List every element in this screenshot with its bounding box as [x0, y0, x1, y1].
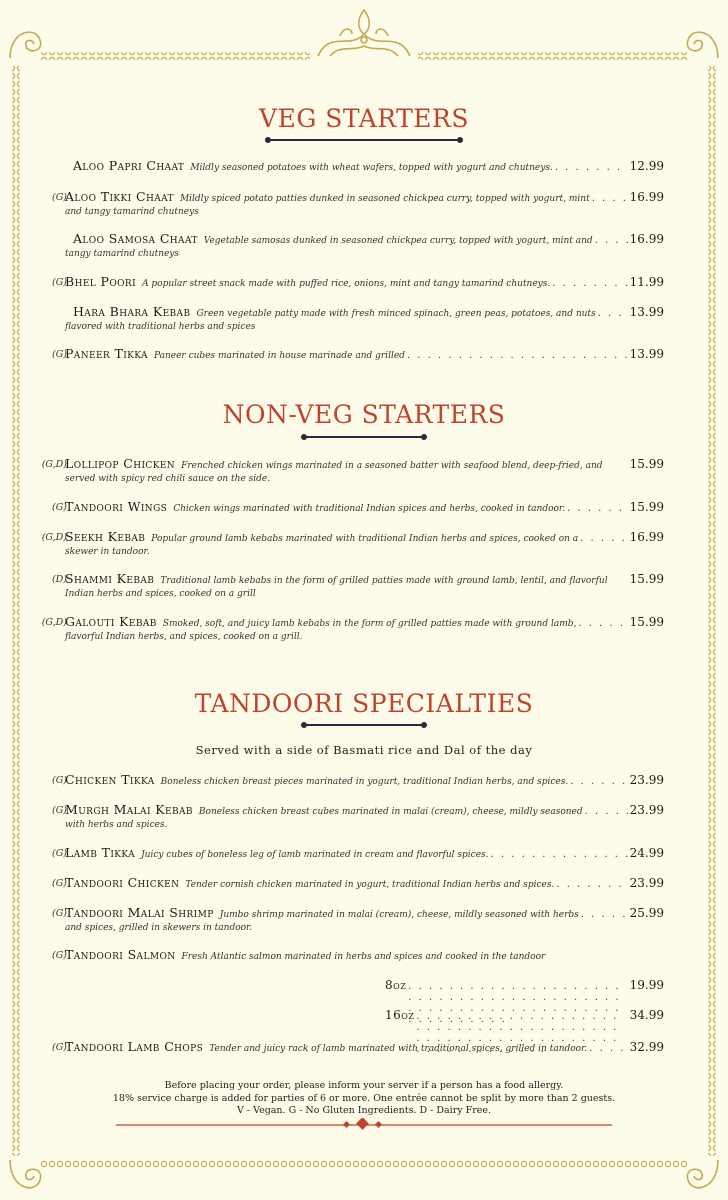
dish-description-continued: skewer in tandoor.	[65, 547, 150, 557]
diet-tag: (G)	[51, 775, 67, 786]
dish-description: Smoked, soft, and juicy lamb kebabs in the form of grilled patties made with ground lamb,	[162, 619, 577, 629]
dish-name: Tandoori Chicken	[65, 876, 180, 890]
dish-price: 15.99	[629, 500, 664, 514]
diet-tag: (G)	[51, 950, 67, 961]
dish-description: Fresh Atlantic salmon marinated in herbs and spices and cooked in the tandoor	[181, 952, 546, 962]
dish-name: Tandoori Malai Shrimp	[65, 906, 214, 920]
dish-name: Hara Bhara Kebab	[73, 305, 191, 319]
diet-tag: (D)	[51, 574, 67, 585]
size-label: 8oz	[385, 978, 407, 992]
dish-price: 23.99	[629, 773, 664, 787]
dish-description: Chicken wings marinated with traditional Indian spices and herbs, cooked in tandoor.	[173, 504, 566, 514]
dish-description-continued: tangy tamarind chutneys	[65, 249, 180, 259]
dish-price: 15.99	[629, 615, 664, 629]
dish-name: Bhel Poori	[65, 275, 137, 289]
diet-tag: (G)	[51, 349, 67, 360]
dish-price: 25.99	[629, 906, 664, 920]
footer-divider	[114, 1118, 614, 1132]
dish-name: Paneer Tikka	[65, 347, 148, 361]
footer-allergy-note: Before placing your order, please inform your server if a person has a food allergy.	[164, 1080, 564, 1091]
dish-name: Lamb Tikka	[65, 846, 136, 860]
dish-description-continued: Indian herbs and spices, cooked on a grill	[65, 589, 256, 599]
diamond-ornament	[356, 1118, 369, 1130]
dish-price: 16.99	[629, 190, 664, 204]
diet-tag: (G)	[51, 848, 67, 859]
section-divider	[305, 724, 423, 726]
section-title-veg-starters: VEG STARTERS	[259, 104, 469, 133]
dish-description-continued: with herbs and spices.	[65, 820, 168, 830]
dish-description: Green vegetable patty made with fresh minced spinach, green peas, potatoes, and nuts	[196, 309, 596, 319]
dish-description-continued: flavorful Indian herbs, and spices, cooked on a grill.	[65, 632, 303, 642]
dish-name: Shammi Kebab	[65, 572, 155, 586]
dish-description: Mildly seasoned potatoes with wheat wafers, topped with yogurt and chutneys.	[190, 163, 553, 173]
dish-price: 32.99	[629, 1040, 664, 1054]
diet-tag: (G,D)	[41, 532, 67, 543]
size-label: 16oz	[385, 1008, 415, 1022]
diet-tag: (G)	[51, 878, 67, 889]
dish-name: Chicken Tikka	[65, 773, 155, 787]
dish-name: Lollipop Chicken	[65, 457, 176, 471]
size-price: 34.99	[629, 1008, 664, 1022]
dish-name: Seekh Kebab	[65, 530, 146, 544]
section-title-non-veg-starters: NON-VEG STARTERS	[222, 400, 506, 429]
section-divider	[269, 139, 459, 141]
dish-price: 15.99	[629, 457, 664, 471]
dish-name: Aloo Papri Chaat	[73, 159, 185, 173]
dish-name: Tandoori Lamb Chops	[65, 1040, 204, 1054]
diet-tag: (G)	[51, 805, 67, 816]
dish-description: Boneless chicken breast cubes marinated in malai (cream), cheese, mildly seasoned	[198, 807, 583, 817]
dish-price: 12.99	[629, 159, 664, 173]
dish-description: Juicy cubes of boneless leg of lamb marinated in cream and flavorful spices.	[141, 850, 489, 860]
diet-tag: (G)	[51, 277, 67, 288]
dish-description: Paneer cubes marinated in house marinade and grilled	[153, 351, 405, 361]
dish-name: Aloo Tikki Chaat	[65, 190, 174, 204]
dish-description: Frenched chicken wings marinated in a seasoned batter with seafood blend, deep-fried, and	[181, 461, 603, 471]
dish-name: Murgh Malai Kebab	[65, 803, 193, 817]
dish-price: 11.99	[629, 275, 664, 289]
dish-name: Aloo Samosa Chaat	[73, 232, 198, 246]
section-title-tandoori-specialties: TANDOORI SPECIALTIES	[194, 689, 534, 718]
dish-description: Popular ground lamb kebabs marinated with traditional Indian herbs and spices, cooked on a	[151, 534, 579, 544]
dish-description: Mildly spiced potato patties dunked in seasoned chickpea curry, topped with yogurt, mint	[179, 194, 590, 204]
dish-name: Tandoori Salmon	[65, 948, 176, 962]
dish-price: 23.99	[629, 803, 664, 817]
diet-tag: (G,D)	[41, 459, 67, 470]
dish-name: Galouti Kebab	[65, 615, 157, 629]
size-price: 19.99	[629, 978, 664, 992]
dish-description: Boneless chicken breast pieces marinated in yogurt, traditional Indian herbs, and spices.	[160, 777, 569, 787]
dish-description: Tender and juicy rack of lamb marinated with traditional spices, grilled in tandoor.	[209, 1044, 588, 1054]
dish-price: 13.99	[629, 305, 664, 319]
diet-tag: (G)	[51, 502, 67, 513]
dish-description-continued: and tangy tamarind chutneys	[65, 207, 199, 217]
dish-description: Tender cornish chicken marinated in yogurt, traditional Indian herbs and spices.	[185, 880, 555, 890]
diet-tag: (G)	[51, 908, 67, 919]
dish-price: 16.99	[629, 232, 664, 246]
diet-tag: (G)	[51, 1042, 67, 1053]
section-subtitle: Served with a side of Basmati rice and Dal of the day	[195, 743, 533, 757]
diet-tag: (G)	[51, 192, 67, 203]
dish-price: 16.99	[629, 530, 664, 544]
dish-price: 15.99	[629, 572, 664, 586]
dish-price: 24.99	[629, 846, 664, 860]
dish-price: 13.99	[629, 347, 664, 361]
section-divider	[305, 436, 423, 438]
dish-description-continued: served with spicy red chili sauce on the side.	[65, 474, 271, 484]
dish-name: Tandoori Wings	[65, 500, 168, 514]
dish-description-continued: flavored with traditional herbs and spices	[65, 322, 256, 332]
footer-legend: V - Vegan. G - No Gluten Ingredients. D - Dairy Free.	[236, 1105, 492, 1116]
dish-description: A popular street snack made with puffed rice, onions, mint and tangy tamarind chutneys.	[142, 279, 551, 289]
dish-price: 23.99	[629, 876, 664, 890]
footer-service-note: 18% service charge is added for parties of 6 or more. One entrée cannot be split by more than 2 guests.	[112, 1093, 616, 1104]
dish-description-continued: and spices, grilled in skewers in tandoor.	[65, 923, 253, 933]
dish-description: Traditional lamb kebabs in the form of grilled patties made with ground lamb, lentil, and flavorful	[160, 576, 608, 586]
diet-tag: (G,D)	[41, 617, 67, 628]
dish-description: Jumbo shrimp marinated in malai (cream), cheese, mildly seasoned with herbs	[219, 910, 579, 920]
dish-description: Vegetable samosas dunked in seasoned chickpea curry, topped with yogurt, mint and	[203, 236, 593, 246]
